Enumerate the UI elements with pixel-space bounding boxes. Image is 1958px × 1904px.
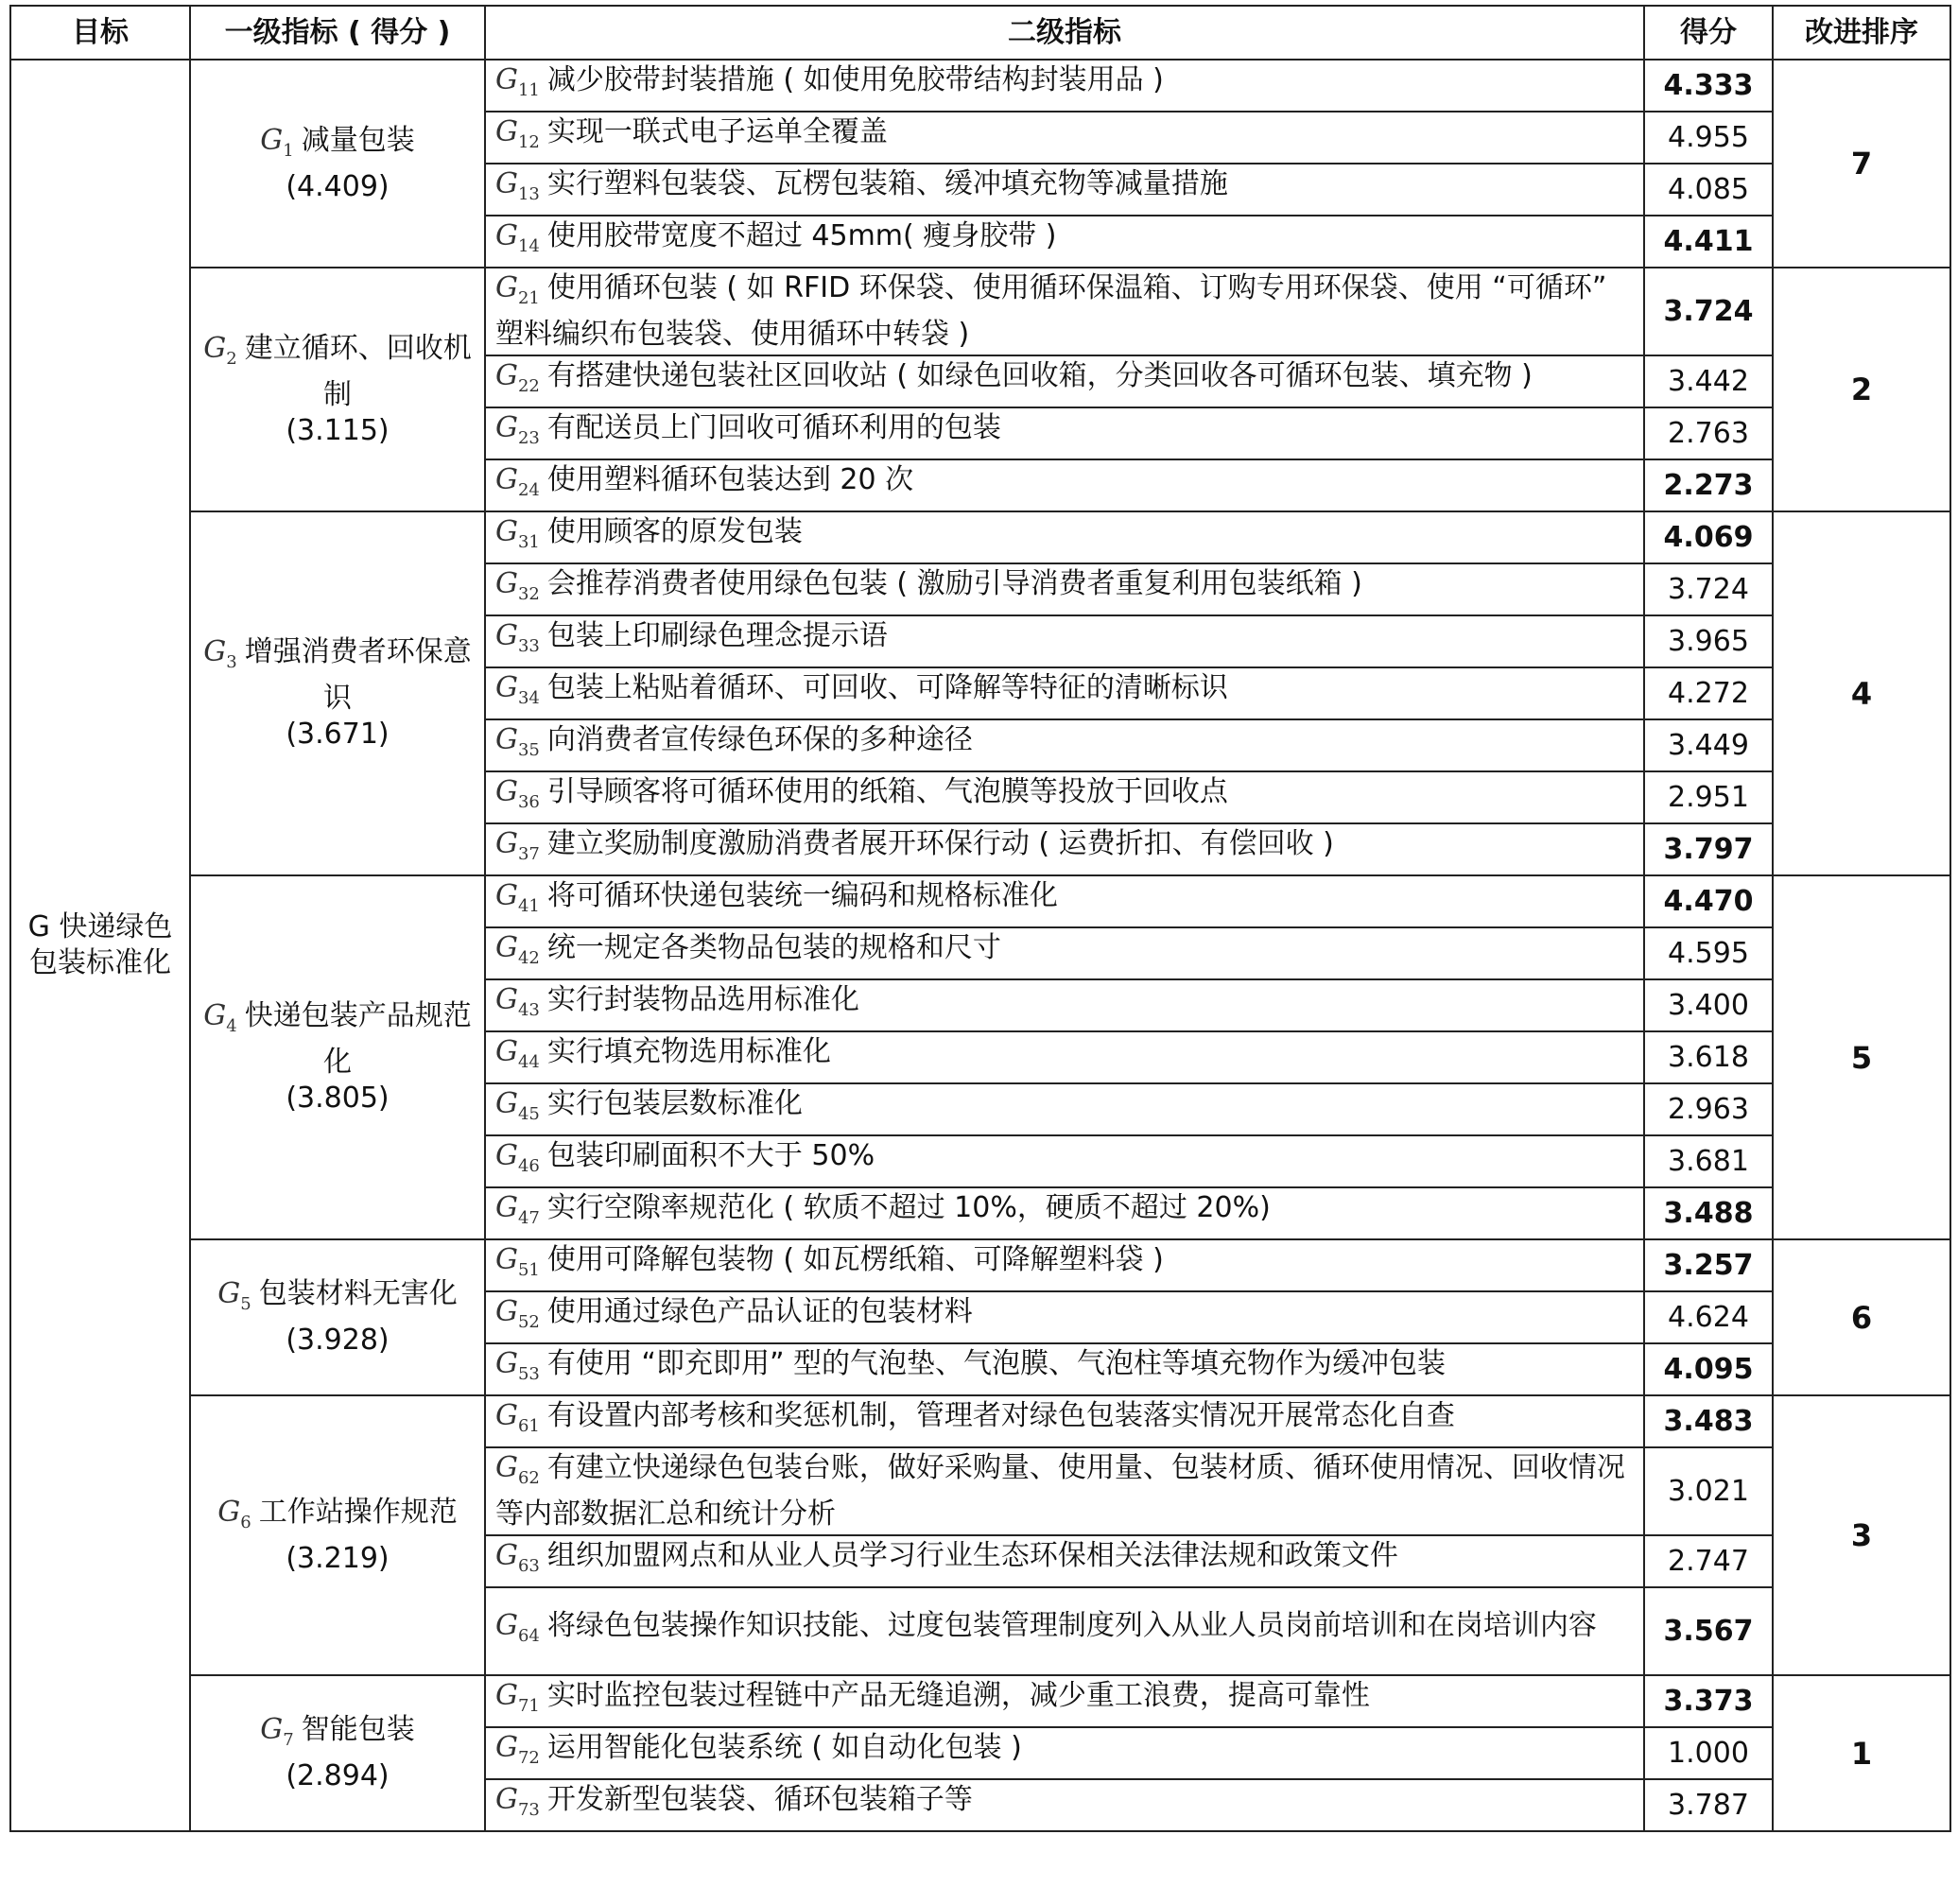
level1-score: (3.671) [286,718,390,751]
level2-code-subscript: 64 [517,1626,540,1646]
level2-text: 包装上印刷绿色理念提示语 [546,619,888,652]
level2-code-subscript: 73 [517,1800,540,1820]
level1-code-subscript: 2 [226,348,237,369]
goal-cell: G 快递绿色包装标准化 [10,60,190,1831]
level2-code-subscript: 36 [517,792,540,812]
level2-cell [485,407,1644,459]
table-row [10,268,1950,355]
table-row [10,1395,1950,1447]
header-rank: 改进排序 [1773,6,1950,60]
score-cell: 3.797 [1644,823,1773,875]
level2-code-subscript: 46 [517,1156,540,1176]
level2-code-letter: G [495,359,518,392]
level2-text: 使用顾客的原发包装 [546,515,803,548]
score-cell: 3.618 [1644,1031,1773,1083]
level2-text: 减少胶带封装措施 ( 如使用免胶带结构封装用品 ) [546,63,1164,96]
score-cell: 4.624 [1644,1291,1773,1343]
score-cell: 4.411 [1644,216,1773,268]
level2-cell [485,927,1644,979]
score-cell: 3.965 [1644,615,1773,667]
table-body [10,60,1950,1831]
level1-code [217,1277,251,1314]
level2-text: 开发新型包装袋、循环包装箱子等 [546,1783,973,1816]
level2-code-letter: G [495,1731,518,1764]
score-cell: 4.333 [1644,60,1773,112]
score-cell: 3.449 [1644,719,1773,771]
level2-text: 实行封装物品选用标准化 [546,983,859,1016]
level1-code-letter: G [217,1495,241,1529]
level2-code [495,1539,540,1576]
level2-code-subscript: 34 [517,688,540,708]
level1-cell [190,875,485,1239]
level2-text: 将绿色包装操作知识技能、过度包装管理制度列入从业人员岗前培训和在岗培训内容 [546,1609,1597,1642]
level2-code-subscript: 32 [517,584,540,604]
level2-code-letter: G [495,1679,518,1712]
level2-code-letter: G [495,115,518,148]
level2-cell [485,875,1644,927]
level2-code [495,1679,540,1716]
level1-name [203,999,471,1079]
level1-name [203,332,471,411]
level2-text: 有使用 “即充即用” 型的气泡垫、气泡膜、气泡柱等填充物作为缓冲包装 [546,1347,1447,1380]
level2-code [495,723,540,760]
level2-cell [485,459,1644,511]
rank-cell: 2 [1773,268,1950,511]
level1-label: 增强消费者环保意识 [244,635,472,715]
score-cell: 2.273 [1644,459,1773,511]
level2-code-subscript: 51 [517,1260,540,1280]
level2-code [495,1451,540,1488]
level2-text: 实时监控包装过程链中产品无缝追溯，减少重工浪费，提高可靠性 [546,1679,1370,1712]
level2-code-letter: G [495,1539,518,1572]
level2-cell [485,1447,1644,1535]
level1-code-subscript: 5 [240,1294,251,1314]
level1-cell [190,511,485,875]
level2-text: 引导顾客将可循环使用的纸箱、气泡膜等投放于回收点 [546,775,1228,808]
level2-cell [485,563,1644,615]
level2-cell [485,1291,1644,1343]
level2-text: 使用塑料循环包装达到 20 次 [546,463,914,496]
level2-code-letter: G [495,167,518,200]
level2-code-letter: G [495,567,518,600]
level2-cell [485,164,1644,216]
level2-cell [485,1727,1644,1779]
level2-code-subscript: 44 [517,1052,540,1072]
level2-code [495,1731,540,1768]
level2-code-letter: G [495,1609,518,1642]
level1-score: (3.805) [286,1082,390,1115]
level2-cell [485,823,1644,875]
score-cell: 4.085 [1644,164,1773,216]
level2-code-letter: G [495,983,518,1016]
level1-code-subscript: 4 [226,1016,237,1036]
level2-text: 使用通过绿色产品认证的包装材料 [546,1295,973,1328]
level2-code [495,567,540,604]
indicator-table [9,5,1951,1832]
level2-text: 实行填充物选用标准化 [546,1035,831,1068]
level2-code-subscript: 14 [517,236,540,256]
level2-code [495,775,540,812]
level2-code-subscript: 23 [517,428,540,448]
level2-cell [485,1535,1644,1587]
header-level1: 一级指标 ( 得分 ) [190,6,485,60]
level1-code-letter: G [203,331,227,365]
level2-code [495,219,540,256]
score-cell: 4.069 [1644,511,1773,563]
score-cell: 3.787 [1644,1779,1773,1831]
level2-code-letter: G [495,723,518,756]
level2-text: 使用可降解包装物 ( 如瓦楞纸箱、可降解塑料袋 ) [546,1243,1164,1276]
level2-cell [485,1779,1644,1831]
rank-cell: 5 [1773,875,1950,1239]
level2-code-letter: G [495,1139,518,1172]
level2-code [495,1087,540,1124]
level2-cell [485,1395,1644,1447]
level1-code-letter: G [217,1277,241,1310]
level2-code [495,63,540,100]
level2-text: 有建立快递绿色包装台账，做好采购量、使用量、包装材质、循环使用情况、回收情况等内部数据汇总和统计分析 [495,1451,1625,1531]
rank-cell: 3 [1773,1395,1950,1675]
score-cell: 3.400 [1644,979,1773,1031]
level2-code [495,515,540,552]
level2-code-subscript: 43 [517,1000,540,1020]
level2-text: 有配送员上门回收可循环利用的包装 [546,411,1001,444]
level2-code [495,931,540,968]
level2-text: 实行塑料包装袋、瓦楞包装箱、缓冲填充物等减量措施 [546,167,1228,200]
level2-code-letter: G [495,1783,518,1816]
level2-cell [485,60,1644,112]
table-row [10,1675,1950,1727]
level2-cell [485,1187,1644,1239]
level2-code-subscript: 33 [517,636,540,656]
level2-code-letter: G [495,1399,518,1432]
level2-code-letter: G [495,515,518,548]
level1-name [260,123,415,161]
level2-code-subscript: 41 [517,896,540,916]
level2-text: 实行空隙率规范化 ( 软质不超过 10%，硬质不超过 20%) [546,1191,1271,1224]
level1-code-subscript: 6 [240,1512,251,1532]
level2-code [495,271,540,308]
level2-code [495,1139,540,1176]
level2-cell [485,771,1644,823]
header-row [10,6,1950,60]
level1-code-letter: G [203,999,227,1032]
score-cell: 4.470 [1644,875,1773,927]
level2-text: 有搭建快递包装社区回收站 ( 如绿色回收箱，分类回收各可循环包装、填充物 ) [546,359,1533,392]
level2-cell [485,1239,1644,1291]
level2-cell [485,112,1644,164]
table-row [10,875,1950,927]
level2-text: 使用循环包装 ( 如 RFID 环保袋、使用循环保温箱、订购专用环保袋、使用 “可循环” 塑料编织布包装袋、使用循环中转袋 ) [495,271,1607,351]
level2-text: 向消费者宣传绿色环保的多种途径 [546,723,973,756]
score-cell: 2.763 [1644,407,1773,459]
level1-name [203,635,471,715]
level1-name [217,1277,458,1314]
level2-code-subscript: 31 [517,532,540,552]
table-row [10,60,1950,112]
level2-code [495,1347,540,1384]
level2-cell [485,1083,1644,1135]
level2-code [495,115,540,152]
level2-code-letter: G [495,1087,518,1120]
score-cell: 1.000 [1644,1727,1773,1779]
level1-score: (2.894) [286,1759,390,1792]
level2-cell [485,268,1644,355]
level2-cell [485,1587,1644,1675]
level1-cell [190,1239,485,1395]
level2-text: 实现一联式电子运单全覆盖 [546,115,888,148]
level2-code [495,983,540,1020]
level2-text: 实行包装层数标准化 [546,1087,803,1120]
score-cell: 2.747 [1644,1535,1773,1587]
level2-code-subscript: 24 [517,480,540,500]
level2-text: 会推荐消费者使用绿色包装 ( 激励引导消费者重复利用包装纸箱 ) [546,567,1362,600]
level2-code [495,1783,540,1820]
score-cell: 3.483 [1644,1395,1773,1447]
score-cell: 3.257 [1644,1239,1773,1291]
level2-cell [485,979,1644,1031]
level1-score: (3.219) [286,1541,390,1575]
level2-code-subscript: 72 [517,1748,540,1768]
header-goal: 目标 [10,6,190,60]
level2-code-letter: G [495,879,518,912]
level1-code [260,123,294,161]
score-cell: 3.442 [1644,355,1773,407]
score-cell: 4.955 [1644,112,1773,164]
level2-cell [485,216,1644,268]
level1-code [203,999,237,1036]
level2-code [495,1399,540,1436]
level2-code [495,1295,540,1332]
level2-cell [485,1031,1644,1083]
level1-code [203,635,237,672]
header-score: 得分 [1644,6,1773,60]
score-cell: 3.681 [1644,1135,1773,1187]
level2-code-letter: G [495,1295,518,1328]
indicator-table-container [9,5,1951,1832]
level2-code-subscript: 12 [517,132,540,152]
score-cell: 4.095 [1644,1343,1773,1395]
level2-code-letter: G [495,411,518,444]
level2-code-letter: G [495,775,518,808]
level2-code-subscript: 62 [517,1468,540,1488]
level2-text: 组织加盟网点和从业人员学习行业生态环保相关法律法规和政策文件 [546,1539,1398,1572]
level1-label: 包装材料无害化 [258,1277,458,1310]
level2-code [495,167,540,204]
level2-code-letter: G [495,271,518,304]
level2-cell [485,355,1644,407]
score-cell: 3.021 [1644,1447,1773,1535]
score-cell: 2.963 [1644,1083,1773,1135]
level1-label: 工作站操作规范 [258,1495,458,1529]
level2-code-subscript: 63 [517,1556,540,1576]
level1-code-subscript: 1 [283,140,294,161]
level1-code-letter: G [203,635,227,668]
level1-name [260,1713,415,1750]
level2-text: 包装上粘贴着循环、可回收、可降解等特征的清晰标识 [546,671,1228,704]
level1-score: (3.115) [286,413,390,447]
score-cell: 3.488 [1644,1187,1773,1239]
level2-code-letter: G [495,827,518,860]
level2-code-letter: G [495,619,518,652]
level2-text: 运用智能化包装系统 ( 如自动化包装 ) [546,1731,1022,1764]
score-cell: 3.724 [1644,268,1773,355]
score-cell: 3.373 [1644,1675,1773,1727]
level2-text: 使用胶带宽度不超过 45mm( 瘦身胶带 ) [546,219,1057,252]
level2-text: 统一规定各类物品包装的规格和尺寸 [546,931,1001,964]
level2-code-letter: G [495,931,518,964]
level1-score: (4.409) [286,169,390,203]
level1-label: 智能包装 [301,1713,415,1746]
score-cell: 4.272 [1644,667,1773,719]
header-level2: 二级指标 [485,6,1644,60]
level2-code-subscript: 13 [517,184,540,204]
level1-code-letter: G [260,1713,284,1746]
level2-text: 包装印刷面积不大于 50% [546,1139,875,1172]
rank-cell: 6 [1773,1239,1950,1395]
level2-code-subscript: 53 [517,1364,540,1384]
level2-code-letter: G [495,1191,518,1224]
level1-name [217,1495,458,1532]
level2-code-letter: G [495,219,518,252]
level2-code-letter: G [495,671,518,704]
level2-code-subscript: 45 [517,1104,540,1124]
level2-text: 有设置内部考核和奖惩机制，管理者对绿色包装落实情况开展常态化自查 [546,1399,1455,1432]
level2-code-subscript: 21 [517,288,540,308]
level1-code-subscript: 7 [283,1730,294,1750]
level2-code-subscript: 22 [517,376,540,396]
level2-code-letter: G [495,1451,518,1484]
level1-code [203,331,237,369]
level1-label: 建立循环、回收机制 [244,331,472,411]
level2-cell [485,1135,1644,1187]
level2-code [495,1609,540,1646]
level1-cell [190,268,485,511]
level2-code-subscript: 35 [517,740,540,760]
rank-cell: 7 [1773,60,1950,268]
level2-code-subscript: 71 [517,1696,540,1716]
level2-code-letter: G [495,1347,518,1380]
level1-code-subscript: 3 [226,652,237,672]
score-cell: 4.595 [1644,927,1773,979]
level2-code [495,1191,540,1228]
level2-cell [485,511,1644,563]
level2-code-subscript: 42 [517,948,540,968]
level2-code [495,359,540,396]
level2-code [495,879,540,916]
level1-label: 快递包装产品规范化 [244,999,472,1079]
level2-code-letter: G [495,1243,518,1276]
level1-cell [190,1395,485,1675]
level2-code [495,1035,540,1072]
level1-label: 减量包装 [301,123,415,157]
rank-cell: 1 [1773,1675,1950,1831]
level2-code-subscript: 37 [517,844,540,864]
level2-code-subscript: 11 [517,80,540,100]
level1-cell [190,1675,485,1831]
level1-code-letter: G [260,123,284,157]
level2-cell [485,667,1644,719]
level2-cell [485,1343,1644,1395]
level2-code-subscript: 47 [517,1208,540,1228]
level2-code [495,463,540,500]
level2-code [495,1243,540,1280]
level2-text: 将可循环快递包装统一编码和规格标准化 [546,879,1058,912]
level2-cell [485,719,1644,771]
level2-code-subscript: 52 [517,1312,540,1332]
table-row [10,511,1950,563]
level2-code [495,411,540,448]
level2-cell [485,1675,1644,1727]
level2-code [495,671,540,708]
table-row [10,1239,1950,1291]
score-cell: 2.951 [1644,771,1773,823]
score-cell: 3.724 [1644,563,1773,615]
level1-code [260,1713,294,1750]
score-cell: 3.567 [1644,1587,1773,1675]
level2-code-letter: G [495,63,518,96]
level1-score: (3.928) [286,1324,390,1357]
level1-code [217,1495,251,1532]
rank-cell: 4 [1773,511,1950,875]
level2-code-subscript: 61 [517,1416,540,1436]
level2-text: 建立奖励制度激励消费者展开环保行动 ( 运费折扣、有偿回收 ) [546,827,1334,860]
level2-code [495,827,540,864]
level1-cell [190,60,485,268]
level2-cell [485,615,1644,667]
level2-code [495,619,540,656]
level2-code-letter: G [495,463,518,496]
level2-code-letter: G [495,1035,518,1068]
